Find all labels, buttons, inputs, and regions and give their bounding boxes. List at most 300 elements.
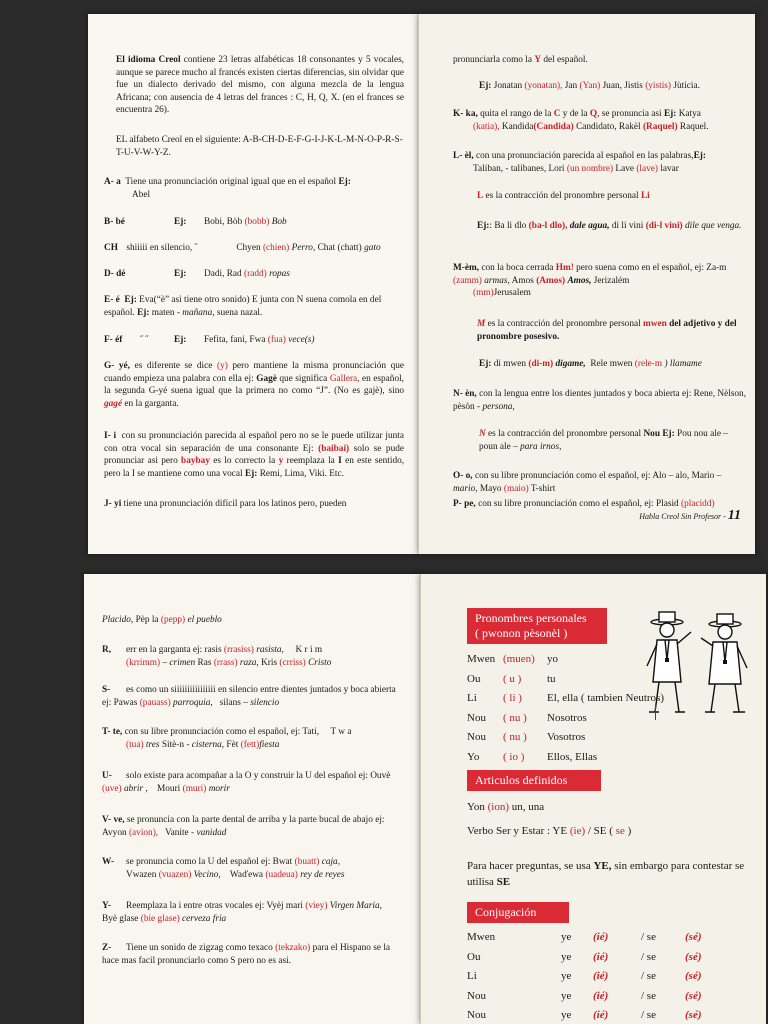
conj-se-pron: (sé) [685,970,702,982]
entry-A-head: A- a [104,177,121,187]
entry-L-ej2: Ej: [477,221,490,231]
conj-ie: (ié) [593,950,609,963]
entry-I-red2: baybay [181,456,210,466]
entry-P-cont-text: Placido, [102,615,134,625]
entry-K-r1: C [553,109,561,119]
entry-L-note-r2: Li [640,191,650,201]
entry-M-ex-r2: (rele-m [634,359,663,369]
verb-text: Verbo Ser y Estar : YE [467,825,568,837]
entry-T-it2: cisterna, [191,739,225,750]
entry-I-text5: en este sentido, pero la I se mantiene como una vocal [104,456,405,479]
pronoun-meaning: Nosotros [547,711,587,724]
entry-N-note-r: N [479,429,486,439]
conjugation-row [467,969,757,983]
entry-L-text4: lavar [660,163,679,174]
entry-O [453,470,747,495]
entry-S-r: (pauass) [139,697,171,708]
entry-CH [104,242,404,255]
entry-M-ex-r: (di-m) [528,359,554,369]
entry-J-r2: (Yan) [579,81,601,91]
pronoun-word: Nou [467,711,486,724]
entry-J-ex1: Jonatan [493,81,523,91]
conj-pronoun: Li [467,970,477,982]
pronoun-row [467,672,556,686]
entry-U-r2: (muri) [182,783,207,794]
alphabet-paragraph [104,134,404,159]
entry-L-text: con una pronunciación parecida al español en las palabras, [475,151,694,161]
entry-G-head: G- yé, [104,361,131,371]
conj-ie: (ié) [593,970,609,982]
entry-M-text5: Jerusalem [493,288,531,298]
page-top-left [88,14,418,554]
entry-K-ej: Ej: [663,109,677,119]
conj-pronoun: Mwen [467,931,496,943]
entry-L-ej: Ej: [693,151,707,161]
conjugation-row [467,989,757,1003]
entry-P-text: con su libre pronunciación como el español, ej: Plasid [478,499,679,509]
entry-K-text: quita el rango de la [480,109,552,119]
entry-L-ex-r: (ba-l dlo), [528,221,568,231]
page-bottom-left [84,574,420,1024]
entry-O-text: con su libre pronunciación como el español, ej: Alo – alo, Mario – [474,471,722,481]
pronouns-heading [467,608,607,644]
entry-R-head: R, [102,645,112,655]
entry-J-cont [453,54,743,67]
entry-G-bold: Gagè [256,373,277,384]
entry-B-ej: Ej: [174,217,187,227]
entry-J-cont-red: Y [534,55,542,65]
entry-W-text3: Waďewa [229,869,264,880]
entry-R-r2: (krrimm) [126,657,161,668]
entry-M-note-r: M [477,319,486,329]
entry-R [102,644,402,669]
article-word: Yon [467,801,485,813]
entry-G-red3: gagé [104,398,123,409]
entry-CH-italic: Perro, [291,243,316,253]
entry-S-head: S- [102,685,111,695]
entry-T [102,726,402,751]
questions-ye: YE, [593,860,612,872]
entry-Y-r2: (bie glase) [140,913,180,924]
entry-N-note-text2: Pou nou ale – poun ale – [479,429,728,452]
entry-O-text2: Mayo [479,483,502,494]
entry-U [102,770,402,795]
entry-U-text: solo existe para acompañar a la O y construir la U del español ej: Ouvè [126,771,391,781]
entry-P-cont [102,614,402,627]
margin-mark [655,706,656,720]
entry-R-krim: K r i m [295,645,323,655]
entry-W-text2: Vwazen [126,869,157,880]
entry-O-text3: T-shirt [530,483,556,494]
pronoun-word: Li [467,692,477,704]
entry-P-r: (placidd) [681,499,715,509]
entry-W [102,856,402,881]
entry-B-text: Bobi, Bòb [204,217,243,227]
entry-I-text3: es lo correcto la [213,456,276,466]
entry-K-text6: Candidato, Rakèl [576,121,641,132]
conjugation-heading [467,902,569,923]
scan-gutter [0,554,768,574]
entry-M-text: con la boca cerrada [481,263,554,273]
entry-L [453,150,747,175]
entry-D-head: D- dé [104,269,126,279]
entry-G-text1: es diferente se dice [134,361,213,371]
entry-B-head: B- bé [104,217,125,227]
entry-F-red: (fua) [267,335,286,345]
entry-N-note-b: Nou Ej: [643,429,675,439]
entry-F-quote: ˝ ˝ [140,335,149,345]
page-bottom-right [420,574,766,1024]
entry-O-r: (maio) [503,483,529,494]
entry-R-it3: raza, [239,657,259,668]
entry-F-text: Fefita, fani, Fwa [204,335,266,345]
entry-CH-italic2: gato [364,243,381,253]
entry-M-ex-it: ) llamame [664,359,702,369]
entry-G-text2: pero mantiene la misma pronunciación que cuando empieza una palabra con ella ej: [104,361,405,384]
entry-T-it3: fiesta [259,739,280,750]
entry-M-text2: pero suena como en el español, ej: Za-m [576,263,727,273]
entry-Z-r: (tekzako) [275,943,311,953]
entry-N-text: con la lengua entre los dientes juntados y boca abierta ej: Rene, Nèlson, pèsòn - [453,389,747,412]
entry-I-text2: solo se pude pronunciar asi pero [104,443,404,466]
verb-pron1: (ie) [569,825,586,837]
entry-T-r1: (tua) [126,739,144,750]
entry-I-red3: y [278,456,284,466]
entry-D-italic: ropas [269,269,290,279]
entry-CH-red: (chien) [262,243,290,253]
pronoun-meaning: yo [547,653,558,665]
entry-W-r1: (buatt) [294,857,320,867]
entry-G-text5: en la garganta. [124,398,179,409]
entry-R-r3: (rrass) [213,657,238,668]
entry-S-text: es como un siiiiiiiiiiiiiiii en silencio entre dientes juntados y boca abierta ej: Pawas [102,685,396,708]
entry-G-red1: (y) [216,361,228,371]
entry-W-r2: (vuazen) [158,869,192,880]
entry-I-bold: I [338,456,342,466]
pronoun-row [467,711,587,725]
article-meaning: un, una [511,801,545,813]
entry-K-r3: (katia), [473,121,500,132]
pronoun-row [467,730,585,744]
entry-M-note-r2: mwen [643,319,667,329]
entry-Y-text2: Byè glase [102,913,139,924]
entry-K-head: K- ka, [453,109,478,119]
entry-T-twa: T w a [330,727,352,737]
entry-T-it1: tres [145,739,160,750]
entry-F-italic: vece(s) [288,335,315,345]
entry-E-ej: Ej: [124,295,137,305]
entry-S-text2: silans – [219,697,248,708]
pronoun-pron: ( u ) [503,672,522,685]
entry-M-ex: di mwen [493,359,527,369]
entry-K [453,108,747,133]
entry-P-cont-text2: Pèp la [135,615,159,625]
entry-Y-r1: (viey) [305,901,328,911]
entry-D-ej: Ej: [174,269,187,279]
entry-T-head: T- te, [102,727,123,737]
entry-J-head: J- yi [104,499,122,509]
entry-M-head: M-èm, [453,263,480,273]
pronoun-row [467,652,558,666]
intro-text: contiene 23 letras alfabéticas 18 consonantes y 5 vocales, aunque se parece mucho al francés existen ciertas diferencias, sin olvidar que fue un dialecto derivado del mismo, con alguna mezcla de la lengua Africana; con ausencia de 4 letras del frances : C, H, Q, X. (en el frances se encuentra 26). [116,55,405,115]
conj-ye: ye [561,989,572,1002]
entry-Z-text2: para el Hispano se la hace mas facil pronunciarlo como S pero no es asi. [102,943,391,966]
entry-T-text3: Fèt [226,739,239,750]
conj-se: / se [641,931,656,943]
entry-Y-text: Reemplaza la i entre otras vocales ej: Vyèj mari [126,901,303,911]
entry-J-ex2: Jan [564,81,578,91]
entry-N-head: N- èn, [453,389,477,399]
entry-J-ex4: Jùticia. [673,81,700,91]
entry-M-ex-bi: digame, [555,359,586,369]
entry-M-r2: (zamm) [453,275,482,286]
entry-V-head: V- ve, [102,815,125,825]
pronoun-row [467,750,597,764]
conj-se: / se [641,1009,656,1021]
entry-L-text3: Lave [615,163,634,174]
entry-G-text4: en español, la segunda G-yé suena igual que la primera no como “J”. (No es gajè), sino [104,373,404,396]
conjugation-title: Conjugación [475,905,537,919]
entry-CH-example2: Chat (chatt) [317,243,362,253]
pronoun-meaning: Ellos, Ellas [547,750,598,763]
entry-Y-head: Y- [102,901,111,911]
conjugation-row [467,1008,757,1022]
entry-K-text4: Katya [678,109,701,119]
entry-U-it2: morir [208,783,230,794]
entry-Y-it2: cerveza fria [182,913,227,924]
pronoun-meaning: tu [547,672,556,685]
entry-M-text4: Jerizalém [593,275,630,286]
conj-ye: ye [561,950,572,963]
entry-M [453,262,747,300]
entry-U-r1: (uve) [102,783,122,794]
entry-M-note [477,318,749,343]
entry-R-it2: – crimen [162,657,196,668]
entry-O-head: O- o, [453,471,473,481]
entry-L-note [477,190,747,203]
verb-ser-estar [467,824,631,838]
pronoun-word: Yo [467,750,480,763]
entry-K-r2: Q [589,109,598,119]
entry-R-r1: (rrasiss) [223,645,254,655]
entry-I-red1: (baibai) [318,443,350,454]
conj-se: / se [641,970,656,982]
verb-mid: / SE ( [587,825,613,837]
entry-P-cont-red: (pepp) [160,615,186,625]
entry-J-ex3: Juan, Jistis [602,81,643,91]
entry-W-text: se pronuncia como la U del español ej: Bwat [126,857,293,867]
entry-D-text: Dadi, Rad [204,269,242,279]
entry-I-text4: reemplaza la [286,456,335,466]
conj-se-pron: (sé) [685,931,702,943]
conj-se: / se [641,950,656,963]
entry-U-it1: abrir , [123,783,148,794]
conj-se-pron: (sé) [685,989,702,1002]
pronouns-subtitle: ( pwonon pèsonèl ) [475,626,568,640]
entry-V-it: vanidad [196,827,227,838]
entry-N-it: persona, [482,401,515,412]
conj-ie: (ié) [593,989,609,1002]
footer-text: Habla Creol Sin Profesor - [639,512,726,521]
entry-S [102,684,402,709]
entry-J-text: tiene una pronunciación difícil para los latinos pero, pueden [123,499,347,509]
entry-R-text: err en la garganta ej: rasis [126,645,222,655]
entry-J-example [479,80,749,93]
questions-note [467,858,761,890]
conj-ye: ye [561,931,572,943]
entry-I-ej: Ej: [244,468,258,479]
entry-S-it2: silencio [250,697,280,708]
entry-A-text: Tiene una pronunciación original igual que en el español [125,177,337,187]
pronoun-meaning: El, ella ( tambien Neutros) [547,692,664,704]
entry-F [104,334,404,347]
intro-paragraph [104,54,404,117]
entry-Z-head: Z- [102,943,112,953]
entry-N-note [479,428,747,453]
entry-S-it: parroquia, [173,697,213,708]
entry-N [453,388,747,413]
entry-L-text2: Taliban, - talibanes, Lori [473,163,565,174]
verb-end: ) [627,825,632,837]
entry-J-ej: Ej: [479,81,492,91]
entry-M-it1: armas, [484,275,510,286]
conj-ye: ye [561,1009,572,1021]
entry-W-it1: caja, [321,857,341,867]
pronoun-word: Nou [467,731,486,743]
questions-text2: sin embargo para contestar se utilisa [467,860,745,888]
articles-title: Articulos definidos [475,773,568,787]
page-number: 11 [727,508,741,523]
pronoun-row [467,691,664,705]
entry-R-it4: Cristo [308,657,332,668]
entry-M-ej: Ej: [479,359,492,369]
entry-L-r1: (un nombre) [566,163,614,174]
entry-CH-text: shiiiii en silencio, ˝ [126,243,198,253]
conj-pronoun: Nou [467,1009,486,1021]
entry-M-note-text: es la contracción del pronombre personal [487,319,641,329]
pronoun-pron: (muen) [503,653,535,665]
verb-pron2: se [615,825,625,837]
article-yon [467,800,544,814]
entry-M-r3: (Amos) [536,275,566,286]
entry-W-r3: (uadeua) [265,869,298,880]
entry-L-example [477,220,747,233]
entry-T-r2: (fett) [240,739,260,750]
articles-heading [467,770,601,791]
page-top-right [418,14,755,554]
entry-O-it: mario, [453,483,478,494]
entry-A-example: Abel [132,189,151,200]
entry-K-text2: y de la [562,109,588,119]
entry-Z [102,942,402,967]
entry-G-text3: que significa [279,373,328,384]
entry-B-italic: Bob [271,217,287,227]
conj-se: / se [641,989,656,1002]
entry-I-text6: Remi, Lima, Viki. Etc. [259,468,344,479]
entry-M-example [479,358,749,371]
entry-I [104,430,404,480]
entry-V-r: (avion), [128,827,159,838]
entry-M-note-b: del adjetivo y del pronombre posesivo. [477,319,737,342]
entry-A [104,176,404,201]
pronoun-meaning: Vosotros [547,731,586,743]
entry-K-text5: Kandida [501,121,534,132]
conj-ie: (ié) [593,1009,609,1021]
entry-K-text7: Raquel. [679,121,709,132]
entry-K-r4: (Candida) [533,121,574,132]
conj-ie: (ié) [593,931,609,943]
pronoun-pron: ( io ) [503,750,525,763]
entry-F-head: F- éf [104,335,123,345]
entry-M-ex2: Rele mwen [590,359,633,369]
conj-pronoun: Ou [467,950,481,963]
entry-D [104,268,404,281]
entry-Z-text: Tiene un sonido de zigzag como texaco [126,943,273,953]
entry-U-head: U- [102,771,112,781]
entry-P-head: P- pe, [453,499,476,509]
entry-M-bi: Amos, [567,275,592,286]
pronoun-pron: ( li ) [503,692,522,704]
entry-L-note-r: L [477,191,484,201]
entry-J-cont-text: pronunciarla como la [453,55,532,65]
entry-R-text2: Ras [197,657,212,668]
entry-A-ej: Ej: [338,177,351,187]
entry-W-it2: Vecino, [193,869,221,880]
entry-T-text2: Sitè-n - [161,739,190,750]
pronouns-title: Pronombres personales [475,611,587,625]
entry-L-ex: : Ba li dlo [489,221,527,231]
entry-L-ex-it: dile que venga. [684,221,742,231]
entry-E-ej2: Ej: [137,307,150,318]
entry-J-cont-text2: del español. [543,55,588,65]
entry-L-note-text: es la contracción del pronombre personal [485,191,639,201]
conjugation-row [467,930,757,944]
intro-bold: El idioma Creol [116,55,181,65]
entry-B [104,216,404,229]
conjugation-row [467,950,757,964]
entry-P-cont-it: el pueblo [187,615,222,625]
entry-J-r3: (yistis) [645,81,672,91]
entry-R-it1: rasista, [256,645,284,655]
alphabet-text: EL alfabeto Creol en el siguiente: A-B-CH-D-E-F-G-I-J-K-L-M-N-O-P-R-S-T-U-V-W-Y-Z. [116,135,403,158]
entry-E-head: E- é [104,295,120,305]
entry-Y [102,900,402,925]
pronoun-pron: ( nu ) [503,711,527,724]
entry-U-text2: Mouri [157,783,181,794]
entry-Y-it1: Virgen Maria, [329,901,382,911]
entry-W-it3: rey de reyes [300,869,345,880]
questions-se: SE [496,876,511,888]
entry-F-ej: Ej: [174,335,187,345]
entry-L-ex2: di li vini [611,221,644,231]
entry-L-r2: (lave) [636,163,658,174]
entry-M-r4: (mm) [473,288,494,298]
entry-G [104,360,404,410]
conj-se-pron: (sé) [685,1009,702,1021]
entry-G-red2: Gallera, [329,373,360,384]
entry-K-r5: (Raquel) [642,121,678,132]
entry-T-text: con su libre pronunciación como el español, ej: Tati, [124,727,320,737]
entry-N-note-it: para irnos, [520,441,562,452]
pronoun-word: Mwen [467,653,496,665]
entry-CH-example: Chyen [236,243,261,253]
entry-J-r1: (yonatan), [524,81,563,91]
entry-D-red: (radd) [244,269,267,279]
entry-N-note-text: es la contracción del pronombre personal [488,429,642,439]
pronoun-pron: ( nu ) [503,731,527,743]
entry-L-ex-r2: (di-l vini) [645,221,683,231]
entry-CH-head: CH [104,243,118,253]
